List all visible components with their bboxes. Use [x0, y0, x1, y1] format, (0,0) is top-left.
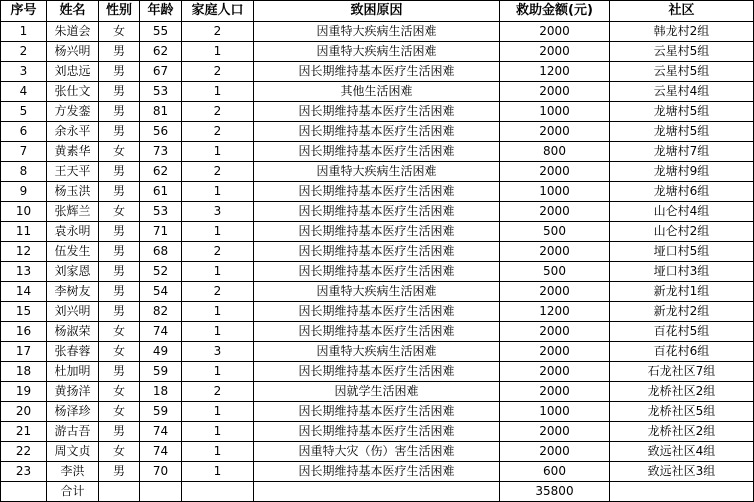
cell-community: 石龙社区7组: [610, 362, 754, 382]
cell-community: 龙塘村9组: [610, 162, 754, 182]
cell-amount: 2000: [500, 82, 610, 102]
cell-community: 龙桥社区5组: [610, 402, 754, 422]
table-row: [1, 222, 754, 242]
cell-household: 2: [182, 62, 254, 82]
cell-gender: 男: [99, 102, 140, 122]
cell-name: 刘兴明: [47, 302, 99, 322]
header-index: 序号: [1, 1, 47, 22]
cell-age: 74: [140, 422, 182, 442]
cell-household: 1: [182, 362, 254, 382]
cell-name: 张辉兰: [47, 202, 99, 222]
cell-amount: 2000: [500, 422, 610, 442]
cell-amount: 2000: [500, 382, 610, 402]
cell-reason: 因长期维持基本医疗生活困难: [254, 222, 500, 242]
cell-household: 1: [182, 442, 254, 462]
table-row: [1, 262, 754, 282]
table-row: [1, 202, 754, 222]
cell-reason: 因重特大灾（伤）害生活困难: [254, 442, 500, 462]
cell-amount: 2000: [500, 202, 610, 222]
total-spacer: [610, 482, 754, 502]
cell-community: 龙桥社区2组: [610, 382, 754, 402]
cell-gender: 男: [99, 282, 140, 302]
cell-index: 6: [1, 122, 47, 142]
cell-reason: 因长期维持基本医疗生活困难: [254, 242, 500, 262]
header-community: 社区: [610, 1, 754, 22]
cell-amount: 2000: [500, 122, 610, 142]
cell-community: 山仑村2组: [610, 222, 754, 242]
header-household: 家庭人口: [182, 1, 254, 22]
cell-gender: 男: [99, 62, 140, 82]
cell-name: 杜加明: [47, 362, 99, 382]
cell-community: 垭口村5组: [610, 242, 754, 262]
cell-household: 1: [182, 302, 254, 322]
cell-amount: 2000: [500, 242, 610, 262]
cell-household: 1: [182, 322, 254, 342]
cell-name: 杨兴明: [47, 42, 99, 62]
cell-name: 杨玉洪: [47, 182, 99, 202]
cell-gender: 男: [99, 122, 140, 142]
cell-reason: 因长期维持基本医疗生活困难: [254, 422, 500, 442]
cell-name: 黄素华: [47, 142, 99, 162]
cell-gender: 女: [99, 402, 140, 422]
total-spacer: [140, 482, 182, 502]
cell-household: 2: [182, 242, 254, 262]
cell-index: 3: [1, 62, 47, 82]
cell-community: 云星村4组: [610, 82, 754, 102]
cell-name: 李树友: [47, 282, 99, 302]
cell-gender: 男: [99, 422, 140, 442]
cell-amount: 1000: [500, 182, 610, 202]
cell-reason: 因重特大疾病生活困难: [254, 42, 500, 62]
total-amount: 35800: [500, 482, 610, 502]
cell-index: 7: [1, 142, 47, 162]
cell-household: 1: [182, 422, 254, 442]
total-label: 合计: [47, 482, 99, 502]
cell-community: 龙塘村5组: [610, 122, 754, 142]
cell-amount: 1200: [500, 62, 610, 82]
cell-reason: 因重特大疾病生活困难: [254, 22, 500, 42]
table-row: [1, 402, 754, 422]
cell-community: 云星村5组: [610, 42, 754, 62]
cell-household: 1: [182, 262, 254, 282]
cell-household: 2: [182, 102, 254, 122]
header-age: 年龄: [140, 1, 182, 22]
cell-index: 10: [1, 202, 47, 222]
cell-community: 致远社区3组: [610, 462, 754, 482]
cell-amount: 2000: [500, 162, 610, 182]
cell-community: 龙塘村7组: [610, 142, 754, 162]
cell-age: 62: [140, 42, 182, 62]
cell-name: 余永平: [47, 122, 99, 142]
table-row: [1, 342, 754, 362]
cell-index: 20: [1, 402, 47, 422]
cell-age: 52: [140, 262, 182, 282]
cell-name: 方发銮: [47, 102, 99, 122]
cell-reason: 因长期维持基本医疗生活困难: [254, 362, 500, 382]
cell-gender: 男: [99, 462, 140, 482]
cell-amount: 1000: [500, 102, 610, 122]
cell-age: 55: [140, 22, 182, 42]
cell-age: 56: [140, 122, 182, 142]
cell-index: 15: [1, 302, 47, 322]
cell-community: 致远社区4组: [610, 442, 754, 462]
total-spacer: [254, 482, 500, 502]
cell-gender: 男: [99, 162, 140, 182]
cell-reason: 因长期维持基本医疗生活困难: [254, 262, 500, 282]
cell-amount: 2000: [500, 22, 610, 42]
cell-amount: 1200: [500, 302, 610, 322]
header-amount: 救助金额(元): [500, 1, 610, 22]
cell-gender: 女: [99, 202, 140, 222]
cell-amount: 600: [500, 462, 610, 482]
total-spacer: [182, 482, 254, 502]
cell-name: 伍发生: [47, 242, 99, 262]
cell-reason: 因长期维持基本医疗生活困难: [254, 102, 500, 122]
table-row: [1, 22, 754, 42]
cell-name: 袁永明: [47, 222, 99, 242]
cell-amount: 800: [500, 142, 610, 162]
cell-index: 13: [1, 262, 47, 282]
cell-age: 61: [140, 182, 182, 202]
cell-reason: 因重特大疾病生活困难: [254, 342, 500, 362]
table-row: [1, 322, 754, 342]
cell-household: 3: [182, 202, 254, 222]
cell-reason: 因长期维持基本医疗生活困难: [254, 302, 500, 322]
cell-reason: 因长期维持基本医疗生活困难: [254, 202, 500, 222]
cell-community: 龙桥社区2组: [610, 422, 754, 442]
cell-amount: 2000: [500, 362, 610, 382]
cell-name: 朱道会: [47, 22, 99, 42]
cell-age: 53: [140, 202, 182, 222]
cell-amount: 2000: [500, 42, 610, 62]
cell-index: 21: [1, 422, 47, 442]
cell-name: 刘家恩: [47, 262, 99, 282]
cell-age: 62: [140, 162, 182, 182]
header-gender: 性别: [99, 1, 140, 22]
cell-community: 云星村5组: [610, 62, 754, 82]
cell-age: 59: [140, 402, 182, 422]
cell-gender: 女: [99, 442, 140, 462]
header-reason: 致困原因: [254, 1, 500, 22]
cell-index: 17: [1, 342, 47, 362]
cell-gender: 女: [99, 322, 140, 342]
cell-index: 12: [1, 242, 47, 262]
cell-index: 22: [1, 442, 47, 462]
cell-age: 81: [140, 102, 182, 122]
table-row: [1, 382, 754, 402]
cell-household: 1: [182, 82, 254, 102]
table-row: [1, 362, 754, 382]
cell-reason: 其他生活困难: [254, 82, 500, 102]
cell-index: 18: [1, 362, 47, 382]
cell-household: 1: [182, 182, 254, 202]
table-row: [1, 182, 754, 202]
cell-age: 73: [140, 142, 182, 162]
cell-household: 2: [182, 22, 254, 42]
cell-community: 龙塘村6组: [610, 182, 754, 202]
cell-gender: 女: [99, 142, 140, 162]
table-row: [1, 442, 754, 462]
cell-reason: 因就学生活困难: [254, 382, 500, 402]
cell-amount: 500: [500, 262, 610, 282]
cell-name: 刘忠远: [47, 62, 99, 82]
cell-name: 张春蓉: [47, 342, 99, 362]
cell-name: 杨淑荣: [47, 322, 99, 342]
table-row: [1, 142, 754, 162]
cell-age: 74: [140, 442, 182, 462]
cell-amount: 2000: [500, 342, 610, 362]
cell-household: 2: [182, 162, 254, 182]
cell-household: 2: [182, 122, 254, 142]
cell-community: 新龙村2组: [610, 302, 754, 322]
table-row: [1, 242, 754, 262]
cell-index: 23: [1, 462, 47, 482]
cell-name: 张仕文: [47, 82, 99, 102]
total-spacer: [1, 482, 47, 502]
cell-gender: 男: [99, 262, 140, 282]
cell-age: 82: [140, 302, 182, 322]
cell-reason: 因长期维持基本医疗生活困难: [254, 402, 500, 422]
cell-reason: 因重特大疾病生活困难: [254, 162, 500, 182]
cell-amount: 500: [500, 222, 610, 242]
cell-index: 2: [1, 42, 47, 62]
cell-index: 4: [1, 82, 47, 102]
total-row: [1, 482, 754, 502]
cell-reason: 因长期维持基本医疗生活困难: [254, 322, 500, 342]
cell-household: 1: [182, 142, 254, 162]
table-row: [1, 102, 754, 122]
cell-amount: 2000: [500, 282, 610, 302]
table-row: [1, 122, 754, 142]
cell-gender: 男: [99, 82, 140, 102]
cell-gender: 男: [99, 182, 140, 202]
cell-gender: 女: [99, 22, 140, 42]
cell-age: 18: [140, 382, 182, 402]
cell-name: 周文贞: [47, 442, 99, 462]
cell-community: 百花村6组: [610, 342, 754, 362]
cell-amount: 1000: [500, 402, 610, 422]
cell-age: 67: [140, 62, 182, 82]
cell-name: 游古吾: [47, 422, 99, 442]
cell-household: 2: [182, 282, 254, 302]
cell-community: 新龙村1组: [610, 282, 754, 302]
cell-index: 16: [1, 322, 47, 342]
cell-index: 1: [1, 22, 47, 42]
cell-gender: 男: [99, 242, 140, 262]
cell-community: 山仑村4组: [610, 202, 754, 222]
cell-index: 19: [1, 382, 47, 402]
cell-community: 垭口村3组: [610, 262, 754, 282]
cell-household: 1: [182, 402, 254, 422]
cell-index: 9: [1, 182, 47, 202]
table-body: [1, 22, 754, 482]
cell-name: 杨泽珍: [47, 402, 99, 422]
cell-household: 2: [182, 382, 254, 402]
header-name: 姓名: [47, 1, 99, 22]
cell-gender: 男: [99, 362, 140, 382]
cell-gender: 男: [99, 222, 140, 242]
cell-index: 11: [1, 222, 47, 242]
table-row: [1, 42, 754, 62]
cell-household: 1: [182, 222, 254, 242]
cell-amount: 2000: [500, 442, 610, 462]
cell-reason: 因长期维持基本医疗生活困难: [254, 122, 500, 142]
cell-index: 5: [1, 102, 47, 122]
cell-age: 70: [140, 462, 182, 482]
cell-age: 59: [140, 362, 182, 382]
cell-name: 王天平: [47, 162, 99, 182]
table-row: [1, 62, 754, 82]
table-row: [1, 422, 754, 442]
cell-reason: 因长期维持基本医疗生活困难: [254, 62, 500, 82]
cell-amount: 2000: [500, 322, 610, 342]
cell-gender: 男: [99, 302, 140, 322]
cell-age: 68: [140, 242, 182, 262]
cell-age: 71: [140, 222, 182, 242]
cell-name: 黄扬洋: [47, 382, 99, 402]
cell-index: 14: [1, 282, 47, 302]
cell-household: 3: [182, 342, 254, 362]
cell-reason: 因长期维持基本医疗生活困难: [254, 462, 500, 482]
cell-age: 74: [140, 322, 182, 342]
total-spacer: [99, 482, 140, 502]
cell-gender: 女: [99, 342, 140, 362]
header-row: [1, 1, 754, 22]
cell-gender: 女: [99, 382, 140, 402]
table-row: [1, 462, 754, 482]
table-row: [1, 282, 754, 302]
cell-reason: 因长期维持基本医疗生活困难: [254, 142, 500, 162]
cell-age: 53: [140, 82, 182, 102]
cell-reason: 因重特大疾病生活困难: [254, 282, 500, 302]
table-row: [1, 82, 754, 102]
cell-household: 1: [182, 42, 254, 62]
cell-age: 54: [140, 282, 182, 302]
cell-reason: 因长期维持基本医疗生活困难: [254, 182, 500, 202]
table-row: [1, 302, 754, 322]
cell-community: 龙塘村5组: [610, 102, 754, 122]
cell-household: 1: [182, 462, 254, 482]
cell-age: 49: [140, 342, 182, 362]
cell-index: 8: [1, 162, 47, 182]
cell-community: 百花村5组: [610, 322, 754, 342]
table-row: [1, 162, 754, 182]
cell-community: 韩龙村2组: [610, 22, 754, 42]
cell-name: 李洪: [47, 462, 99, 482]
cell-gender: 男: [99, 42, 140, 62]
